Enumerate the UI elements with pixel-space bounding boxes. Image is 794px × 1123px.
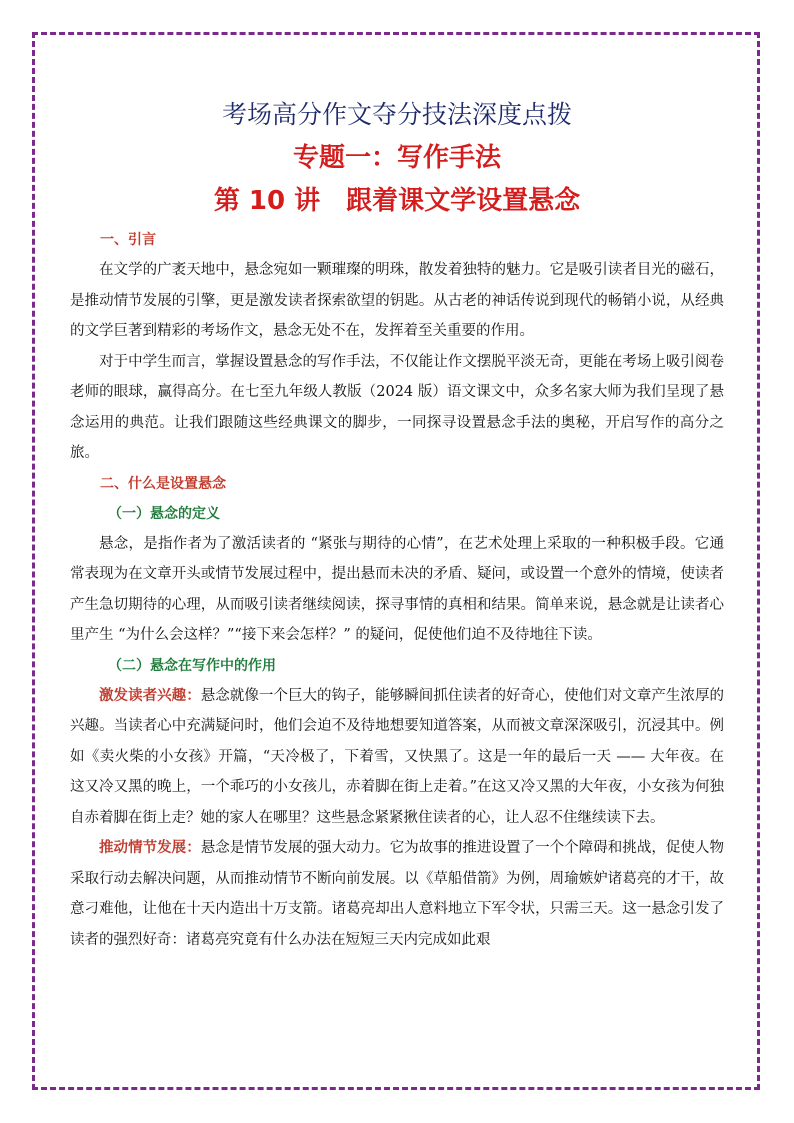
lead-label: 激发读者兴趣：: [99, 686, 201, 704]
paragraph: 在文学的广袤天地中，悬念宛如一颗璀璨的明珠，散发着独特的魅力。它是吸引读者目光的磁石，是推动情节发展的引擎，更是激发读者探索欲望的钥匙。从古老的神话传说到现代的畅销小说，从经典的文学巨著到精彩的考场作文，悬念无处不在，发挥着至关重要的作用。: [70, 262, 724, 339]
paragraph: 对于中学生而言，掌握设置悬念的写作手法，不仅能让作文摆脱平淡无奇，更能在考场上吸引阅卷老师的眼球，赢得高分。在七至九年级人教版（2024 版）语文课文中，众多名家大师为我们呈现了悬念运用的典范。让我们跟随这些经典课文的脚步，一同探寻设置悬念手法的奥秘，开启写作的高分之旅。: [70, 353, 724, 461]
lecture-number: 第 10 讲: [213, 186, 321, 216]
lecture-name: 跟着课文学设置悬念: [346, 186, 581, 216]
paragraph: 悬念，是指作者为了激活读者的 “紧张与期待的心情”，在艺术处理上采取的一种积极手段。它通常表现为在文章开头或情节发展过程中，提出悬而未决的矛盾、疑问，或设置一个意外的情境，使读者产生急切期待的心理，从而吸引读者继续阅读，探寻事情的真相和结果。简单来说，悬念就是让读者心里产生 “为什么会这样？”“接下来会怎样？” 的疑问，促使他们迫不及待地往下读。: [70, 535, 724, 643]
topic-title: 专题一：写作手法: [292, 143, 501, 173]
paragraph-text: 悬念是情节发展的强大动力。它为故事的推进设置了一个个障碍和挑战，促使人物采取行动去解决问题，从而推动情节不断向前发展。以《草船借箭》为例，周瑜嫉妒诸葛亮的才干，故意刁难他，让他在十天内造出十万支箭。诸葛亮却出人意料地立下军令状，只需三天。这一悬念引发了读者的强烈好奇：诸葛亮究竟有什么办法在短短三天内完成如此艰: [70, 840, 724, 948]
paragraph-text: 悬念就像一个巨大的钩子，能够瞬间抓住读者的好奇心，使他们对文章产生浓厚的兴趣。当读者心中充满疑问时，他们会迫不及待地想要知道答案，从而被文章深深吸引，沉浸其中。例如《卖火柴的小女孩》开篇，“天冷极了，下着雪，又快黑了。这是一年的最后一天 —— 大年夜。在这又冷又黑的晚上，一个乖巧的小女孩儿，赤着脚在街上走着。”在这又冷又黑的大年夜，小女孩为何独自赤着脚在街上走？她的家人在哪里？这些悬念紧紧揪住读者的心，让人忍不住继续读下去。: [70, 687, 724, 826]
section-heading-definition: 二、什么是设置悬念: [100, 475, 226, 492]
subsection-heading-definition: （一）悬念的定义: [108, 505, 220, 522]
document-body: [70, 95, 724, 955]
paragraph-role-plot: [70, 833, 724, 955]
section-heading-introduction: 一、引言: [100, 232, 156, 248]
subsection-heading-role: （二）悬念在写作中的作用: [108, 657, 276, 674]
main-title: 考场高分作文夺分技法深度点拨: [221, 100, 572, 129]
paragraph-role-interest: [70, 681, 724, 834]
lecture-title: [70, 180, 724, 217]
lead-label: 推动情节发展：: [99, 839, 201, 856]
